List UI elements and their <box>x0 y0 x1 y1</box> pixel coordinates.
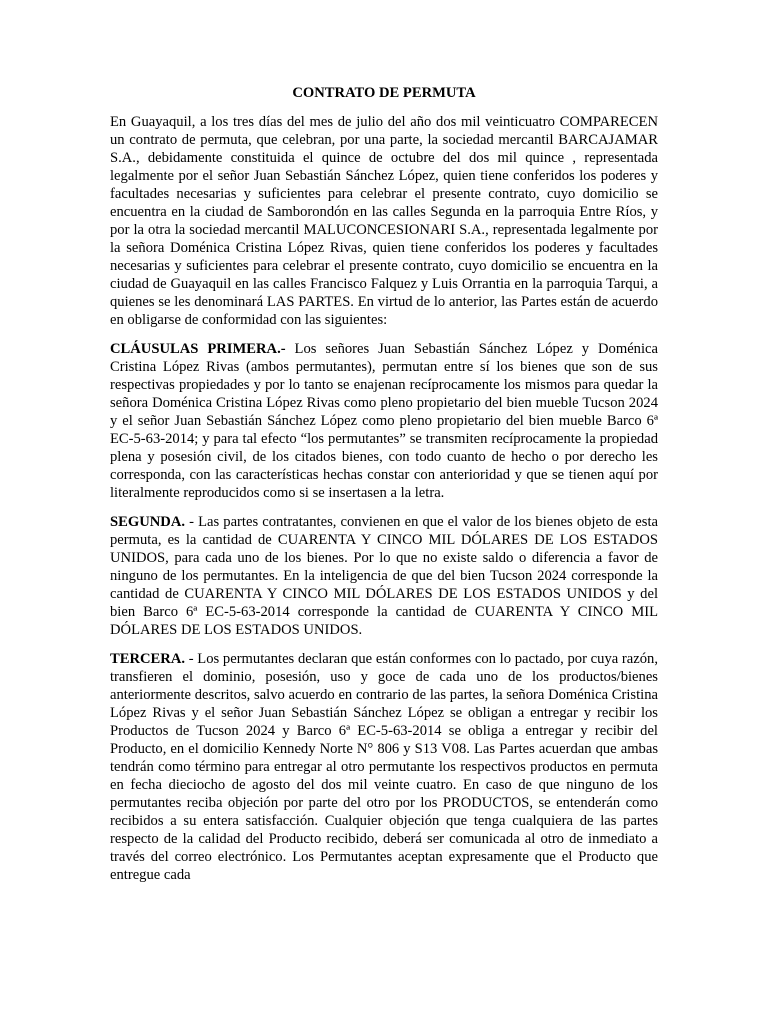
document-page <box>110 84 658 895</box>
document-title: CONTRATO DE PERMUTA <box>292 85 476 101</box>
clause-tercera <box>110 650 658 884</box>
paragraph-text: - Las partes contratantes, convienen en que el valor de los bienes objeto de esta permuta, es la cantidad de CUARENTA Y CINCO MIL DÓLARES DE LOS ESTADOS UNIDOS, para cada uno de los bienes. Por lo que no existe saldo o diferencia a favor de ninguno de los permutantes. En la inteligencia de que del bien Tucson 2024 corresponde la cantidad de CUARENTA Y CINCO MIL DÓLARES DE LOS ESTADOS UNIDOS y del bien Barco 6ª EC-5-63-2014 corresponde la cantidad de CUARENTA Y CINCO MIL DÓLARES DE LOS ESTADOS UNIDOS. <box>110 514 658 638</box>
paragraph-text: - Los permutantes declaran que están conformes con lo pactado, por cuya razón, transfieren el dominio, posesión, uso y goce de cada uno de los productos/bienes anteriormente descritos, salvo acuerdo en contrario de las partes, la señora Doménica Cristina López Rivas y el señor Juan Sebastián Sánchez López se obligan a entregar y recibir los Productos de Tucson 2024 y Barco 6ª EC-5-63-2014 se obliga a entregar y recibir del Producto, en el domicilio Kennedy Norte N° 806 y S13 V08. Las Partes acuerdan que ambas tendrán como término para entregar al otro permutante los respectivos productos en permuta en fecha dieciocho de agosto del dos mil veinte cuatro. En caso de que ninguno de los permutantes reciba objeción por parte del otro por los PRODUCTOS, se entenderán como recibidos a su entera satisfacción. Cualquier objeción que tenga cualquiera de las partes respecto de la calidad del Producto recibido, deberá ser comunicada al otro de inmediato a través del correo electrónico. Los Permutantes aceptan expresamente que el Producto que entregue cada <box>110 651 658 883</box>
intro-paragraph <box>110 113 658 329</box>
clause-segunda <box>110 513 658 639</box>
clause-heading: CLÁUSULAS PRIMERA.- <box>110 341 286 357</box>
paragraph-text: En Guayaquil, a los tres días del mes de julio del año dos mil veinticuatro COMPARECEN un contrato de permuta, que celebran, por una parte, la sociedad mercantil BARCAJAMAR S.A., debidamente constituida el quince de octubre del dos mil quince , representada legalmente por el señor Juan Sebastián Sánchez López, quien tiene conferidos los poderes y facultades necesarias y suficientes para celebrar el presente contrato, cuyo domicilio se encuentra en la ciudad de Samborondón en las calles Segunda en la parroquia Entre Ríos, y por la otra la sociedad mercantil MALUCONCESIONARI S.A., representada legalmente por la señora Doménica Cristina López Rivas, quien tiene conferidos los poderes y facultades necesarias y suficientes para celebrar el presente contrato, cuyo domicilio se encuentra en la ciudad de Guayaquil en las calles Francisco Falquez y Luis Orrantia en la parroquia Tarqui, a quienes se les denominará LAS PARTES. En virtud de lo anterior, las Partes están de acuerdo en obligarse de conformidad con las siguientes: <box>110 114 658 328</box>
clause-primera <box>110 340 658 502</box>
paragraph-text: Los señores Juan Sebastián Sánchez López y Doménica Cristina López Rivas (ambos permutantes), permutan entre sí los bienes que son de sus respectivas propiedades y por lo tanto se enajenan recíprocamente los mismos para quedar la señora Doménica Cristina López Rivas como pleno propietario del bien mueble Tucson 2024 y el señor Juan Sebastián Sánchez López como pleno propietario del bien mueble Barco 6ª EC-5-63-2014; y para tal efecto “los permutantes” se transmiten recíprocamente la propiedad plena y posesión civil, de los citados bienes, con todo cuanto de hecho o por derecho les corresponda, con las características hechas constar con anterioridad y que se tienen aquí por literalmente reproducidos como si se insertasen a la letra. <box>110 341 658 501</box>
clause-heading: SEGUNDA. <box>110 514 186 530</box>
clause-heading: TERCERA. <box>110 651 186 667</box>
